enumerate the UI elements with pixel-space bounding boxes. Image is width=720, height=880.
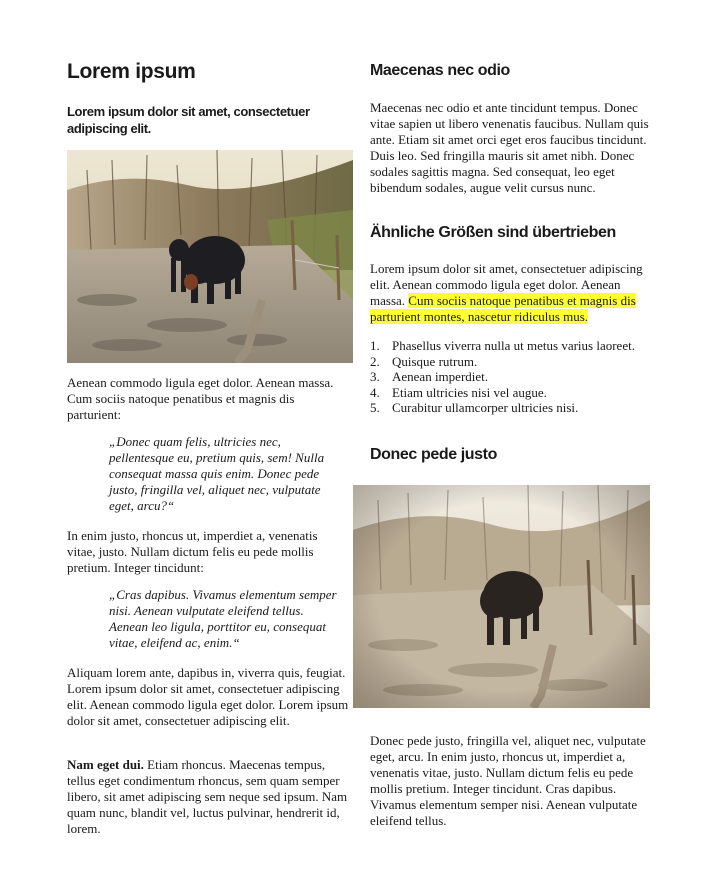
list-item: 4. Etiam ultricies nisi vel augue. — [370, 384, 547, 400]
right-paragraph-1: Maecenas nec odio et ante tincidunt tempus. Donec vitae sapien ut libero venenatis faucibus. Nullam quis ante. Etiam sit amet orci eget eros faucibus tincidunt. Duis leo. Sed fringilla mauris sit amet nibh. Donec sodales sagittis magna. Sed consequat, leo eget bibendum sodales, augue velit cursus nunc. — [370, 100, 649, 195]
numbered-list — [370, 338, 650, 416]
left-paragraph-2: In enim justo, rhoncus ut, imperdiet a, venenatis vitae, justo. Nullam dictum felis eu pede mollis pretium. Integer tincidunt: — [67, 528, 318, 575]
left-quote-1: „Donec quam felis, ultricies nec, pellentesque eu, pretium quis, sem! Nulla consequat massa quis enim. Donec pede justo, fringilla vel, aliquet nec, vulputate eget, arcu?“ — [109, 434, 325, 513]
cattle-photo-sepia — [353, 485, 650, 708]
list-item: 1. Phasellus viverra nulla ut metus varius laoreet. — [370, 338, 635, 353]
left-quote-2: „Cras dapibus. Vivamus elementum semper nisi. Aenean vulputate eleifend tellus. Aenean leo ligula, porttitor eu, consequat vitae, eleifend ac, enim.“ — [109, 587, 337, 650]
right-paragraph-2-text: Lorem ipsum dolor sit amet, consectetuer adipiscing elit. Aenean commodo ligula eget dolor. Aenean massa. — [370, 261, 643, 308]
left-paragraph-4-text: Etiam rhoncus. Maecenas tempus, tellus eget condimentum rhoncus, sem quam semper libero, sit amet adipiscing sem neque sed ipsum. Nam quam nunc, blandit vel, luctus pulvinar, hendrerit id, lorem. — [67, 757, 348, 836]
heading-maecenas: Maecenas nec odio — [370, 62, 510, 79]
left-paragraph-3: Aliquam lorem ante, dapibus in, viverra quis, feugiat. Lorem ipsum dolor sit amet, consectetuer adipiscing elit. Aenean commodo ligula eget dolor. Lorem ipsum dolor sit amet, consectetuer adipiscing elit. — [67, 665, 349, 728]
highlighted-text: Cum sociis natoque penatibus et magnis dis parturient montes, nascetur ridiculus mus. — [370, 293, 636, 324]
list-item: 3. Aenean imperdiet. — [370, 369, 489, 384]
heading-aehnliche: Ähnliche Größen sind übertrieben — [370, 224, 616, 241]
left-paragraph-1: Aenean commodo ligula eget dolor. Aenean massa. Cum sociis natoque penatibus et magnis dis parturient: — [67, 375, 334, 422]
bold-lead: Nam eget dui. — [67, 757, 144, 772]
page-title: Lorem ipsum — [67, 60, 196, 83]
list-item: 5. Curabitur ullamcorper ultricies nisi. — [370, 400, 579, 415]
right-paragraph-3: Donec pede justo, fringilla vel, aliquet nec, vulputate eget, arcu. In enim justo, rhoncus ut, imperdiet a, venenatis vitae, justo. Nullam dictum felis eu pede mollis pretium. Integer tincidunt. Cras dapibus. Vivamus elementum semper nisi. Aenean vulputate eleifend tellus. — [370, 733, 646, 828]
right-paragraph-2 — [370, 261, 650, 325]
cattle-photo-color — [67, 150, 353, 363]
heading-donec: Donec pede justo — [370, 446, 497, 463]
left-paragraph-4 — [67, 757, 353, 837]
list-item: 2. Quisque rutrum. — [370, 353, 478, 369]
subtitle: Lorem ipsum dolor sit amet, consectetuer adipiscing elit. — [67, 104, 310, 136]
